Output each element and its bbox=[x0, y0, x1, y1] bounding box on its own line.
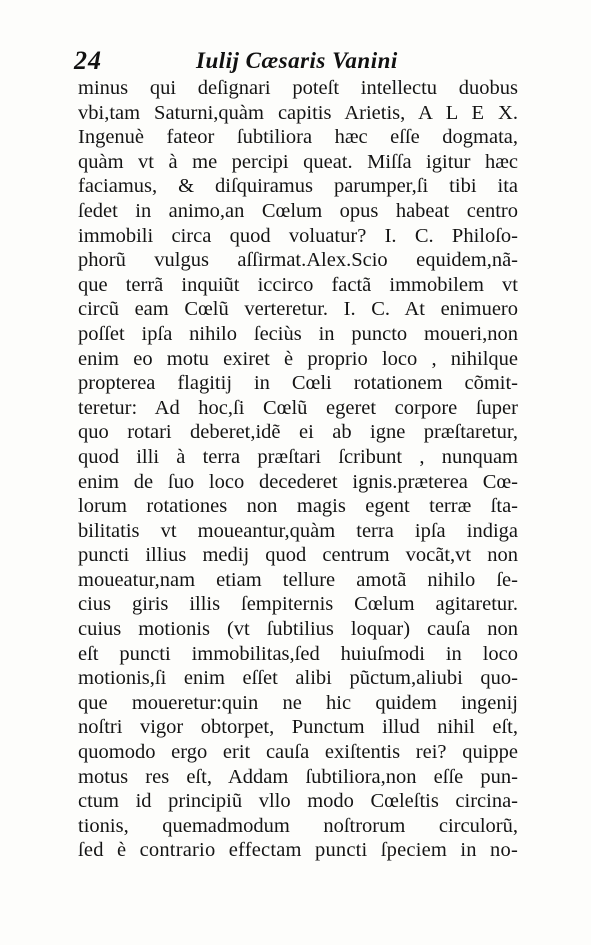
page-number: 24 bbox=[74, 46, 102, 75]
text-line: lorum rotationes non magis egent terræ ſta- bbox=[78, 495, 518, 518]
text-line: enim de ſuo loco decederet ignis.præterea Cœ- bbox=[78, 470, 518, 493]
text-line: motus res eſt, Addam ſubtiliora,non eſſe pun- bbox=[78, 765, 518, 788]
text-line: noſtri vigor obtorpet, Punctum illud nihil eſt, bbox=[78, 716, 518, 739]
text-line: quàm vt à me percipi queat. Miſſa igitur hæc bbox=[78, 150, 518, 173]
running-title: Iulij Cæsaris Vanini bbox=[196, 48, 398, 73]
running-head bbox=[72, 46, 492, 80]
text-line: ſed è contrario effectam puncti ſpeciem in no- bbox=[78, 839, 518, 862]
text-line: quo rotari deberet,idẽ ei ab igne præſtaretur, bbox=[78, 421, 518, 444]
body-text bbox=[78, 76, 518, 863]
text-line: poſſet ipſa nihilo ſeciùs in puncto moueri,non bbox=[78, 322, 518, 345]
text-line: ctum id principiũ vllo modo Cœleſtis circina- bbox=[78, 790, 518, 813]
text-line: Ingenuè fateor ſubtiliora hæc eſſe dogmata, bbox=[78, 126, 518, 149]
text-line: moueatur,nam etiam tellure amotã nihilo ſe- bbox=[78, 568, 518, 591]
text-line: quod illi à terra præſtari ſcribunt , nunquam bbox=[78, 445, 518, 468]
text-line: propterea flagitij in Cœli rotationem cõmit- bbox=[78, 372, 518, 395]
text-line: cuius motionis (vt ſubtilius loquar) cauſa non bbox=[78, 618, 518, 641]
text-line: quomodo ergo erit cauſa exiſtentis rei? quippe bbox=[78, 741, 518, 764]
text-line: eſt puncti immobilitas,ſed huiuſmodi in loco bbox=[78, 642, 518, 665]
text-line: ſedet in animo,an Cœlum opus habeat centro bbox=[78, 199, 518, 222]
text-line: immobili circa quod voluatur? I. C. Philoſo- bbox=[78, 224, 518, 247]
text-line: tionis, quemadmodum noſtrorum circulorũ, bbox=[78, 814, 518, 837]
text-line: phorũ vulgus aſſirmat.Alex.Scio equidem,nã- bbox=[78, 249, 518, 272]
text-line: motionis,ſi enim eſſet alibi pũctum,aliubi quo- bbox=[78, 667, 518, 690]
text-line: que terrã inquiũt iccirco factã immobilem vt bbox=[78, 273, 518, 296]
text-line: que moueretur:quin ne hic quidem ingenij bbox=[78, 691, 518, 714]
text-line: puncti illius medij quod centrum vocãt,vt non bbox=[78, 544, 518, 567]
text-line: circũ eam Cœlũ verteretur. I. C. At enimuero bbox=[78, 298, 518, 321]
text-line: faciamus, & diſquiramus parumper,ſi tibi ita bbox=[78, 175, 518, 198]
text-line: minus qui deſignari poteſt intellectu duobus bbox=[78, 77, 518, 99]
text-line: bilitatis vt moueantur,quàm terra ipſa indiga bbox=[78, 519, 518, 542]
text-line: cius giris illis ſempiternis Cœlum agitaretur. bbox=[78, 593, 518, 616]
text-line: vbi,tam Saturni,quàm capitis Arietis, A L E X. bbox=[78, 101, 518, 124]
text-line: enim eo motu exiret è proprio loco , nihilque bbox=[78, 347, 518, 370]
text-line: teretur: Ad hoc,ſi Cœlũ egeret corpore ſuper bbox=[78, 396, 518, 419]
